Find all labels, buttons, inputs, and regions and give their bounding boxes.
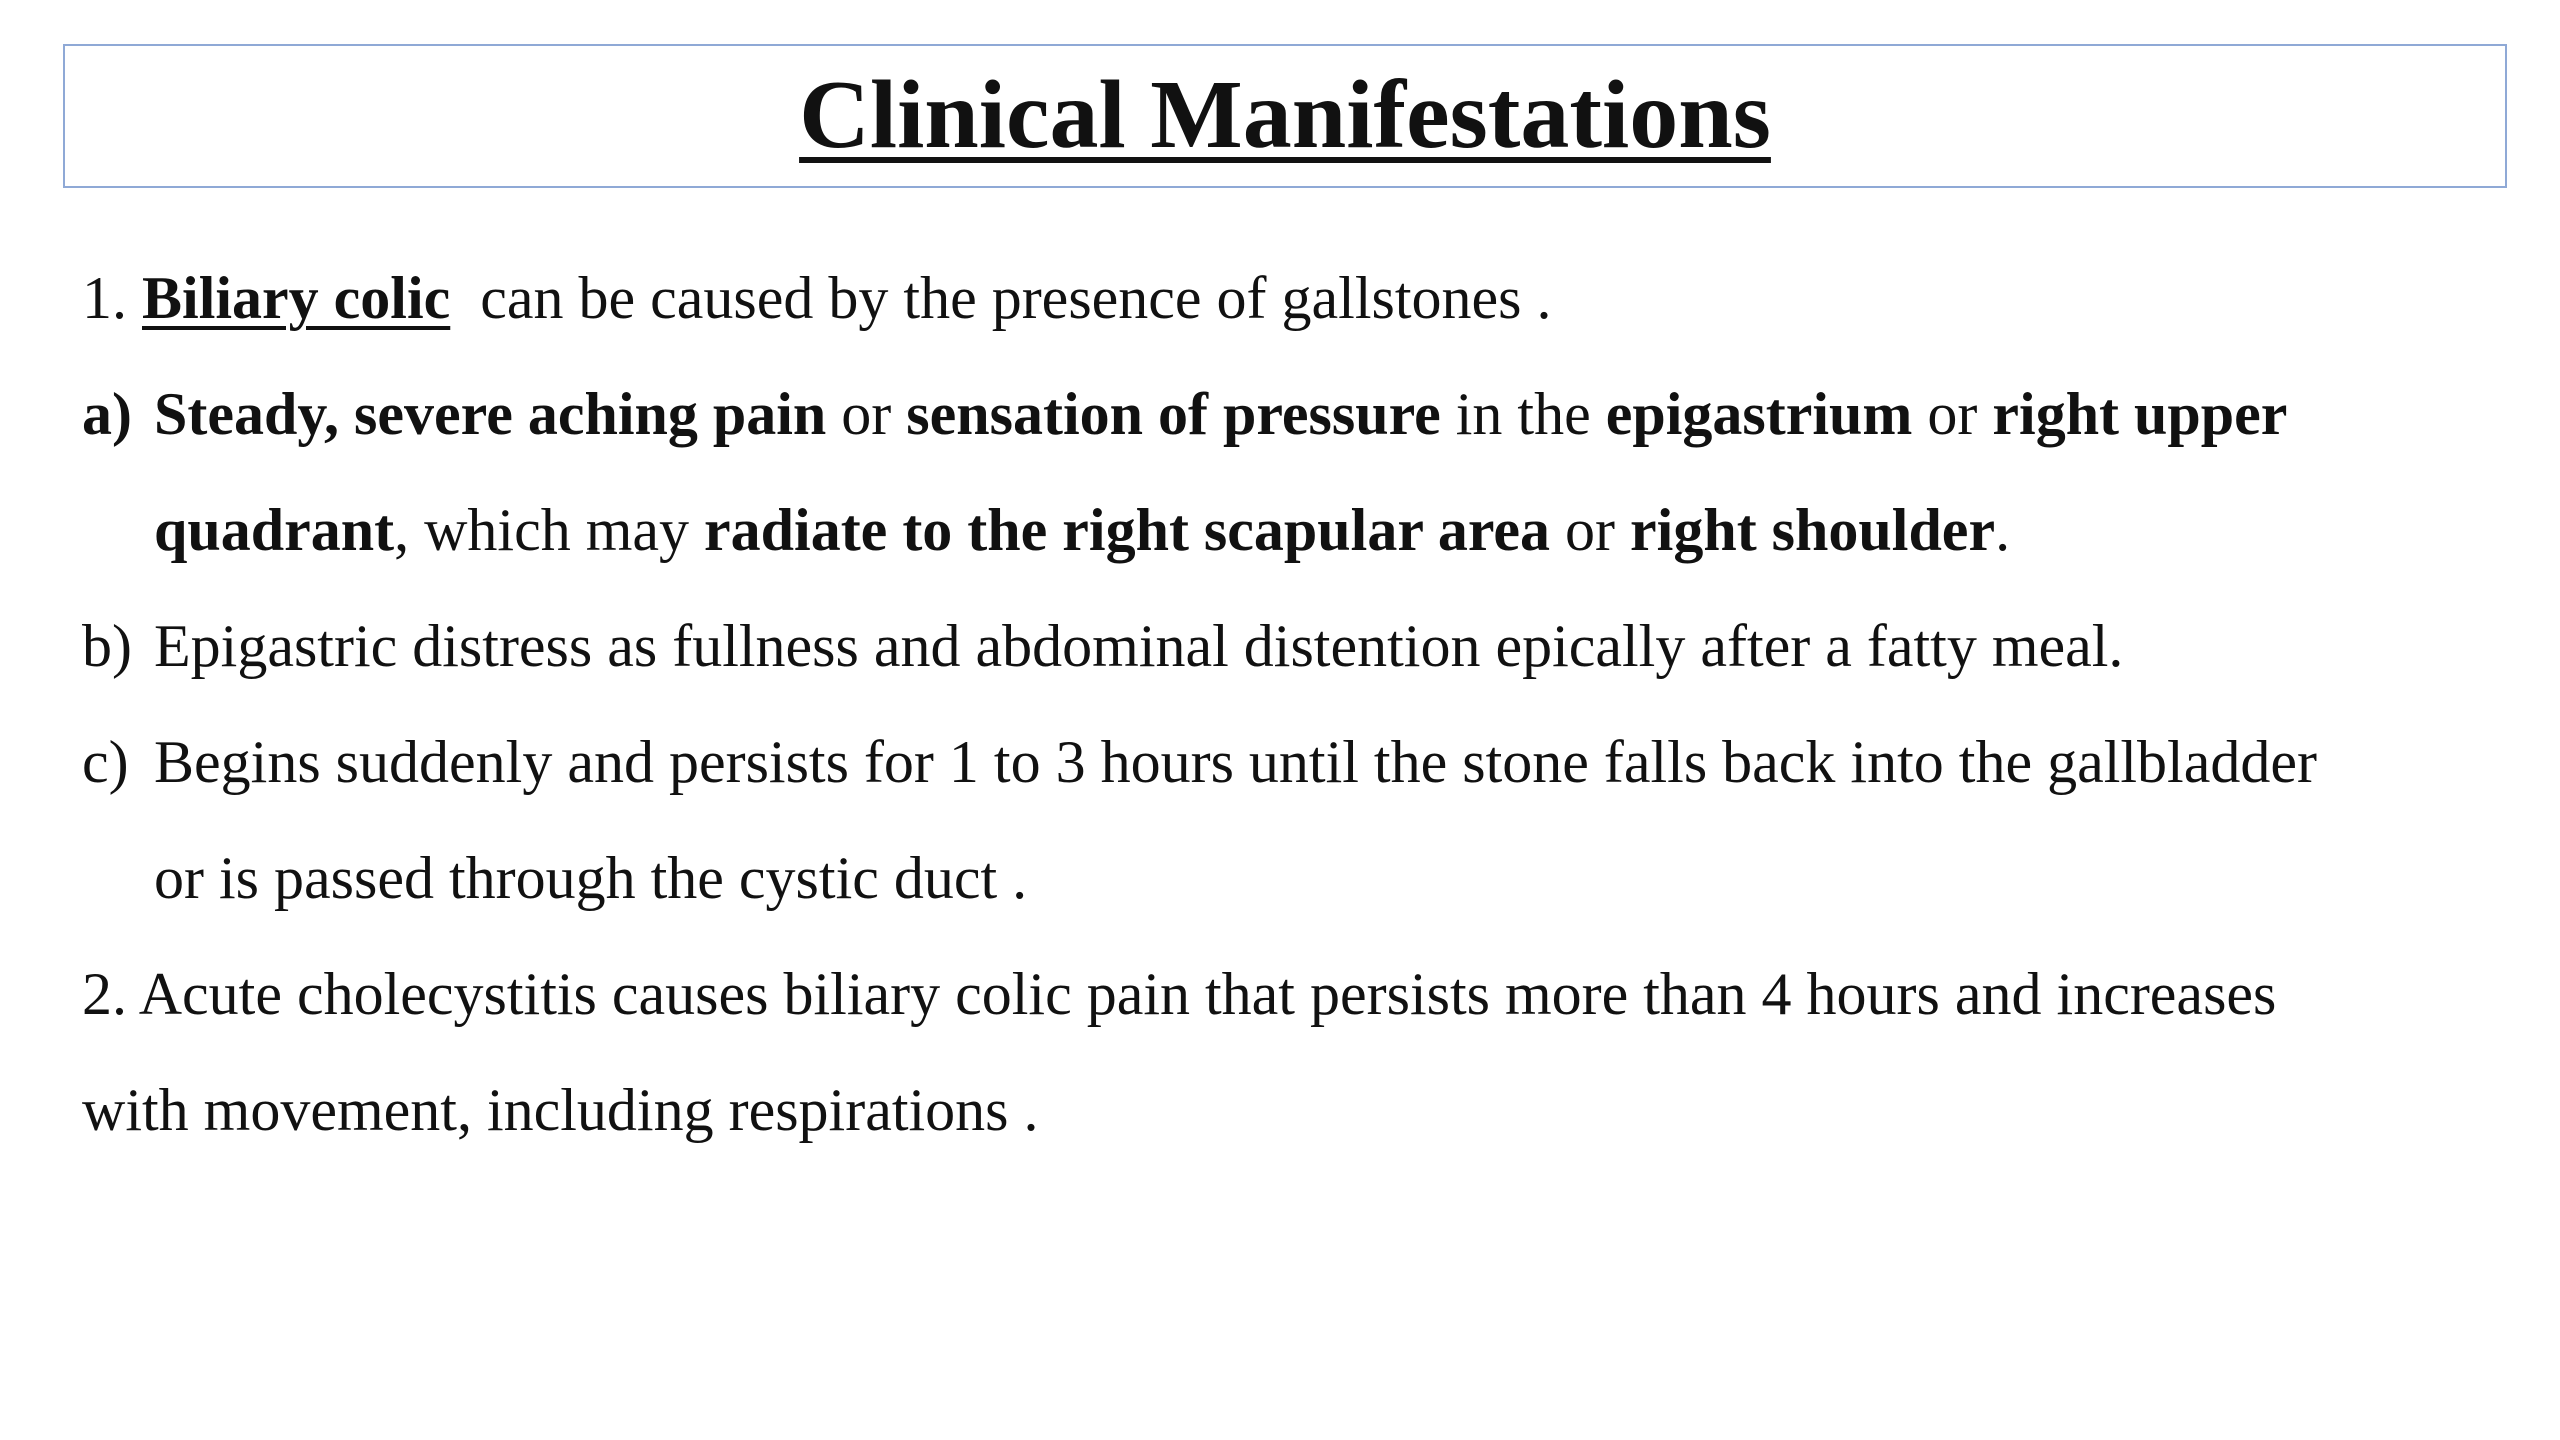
item-a-text-1: or: [826, 381, 907, 447]
item-a-bold-7: right shoulder: [1630, 497, 1996, 563]
item-c-marker: c): [82, 729, 129, 795]
item-c-text-2: or is passed through the cystic duct .: [154, 845, 1028, 911]
item-a-text-4: , which may: [394, 497, 705, 563]
item-c-line-2: [82, 820, 2502, 936]
item-a-text-5: or: [1550, 497, 1631, 563]
title-box: [63, 44, 2507, 188]
point-2-text-2: with movement, including respirations .: [82, 1077, 1039, 1143]
point-1-text: can be caused by the presence of gallstones .: [450, 265, 1552, 331]
item-a-marker: a): [82, 381, 132, 447]
item-a-bold-5: quadrant: [154, 497, 395, 563]
item-c-line-1: [82, 704, 2502, 820]
item-a-text-2: in the: [1440, 381, 1606, 447]
item-a-bold-4: right upper: [1992, 381, 2288, 447]
item-a-bold-3: epigastrium: [1605, 381, 1913, 447]
item-a-text-3: or: [1912, 381, 1993, 447]
item-a-line-2: [82, 472, 2502, 588]
item-a-text-6: .: [1995, 497, 2011, 563]
point-1-number: 1.: [82, 265, 142, 331]
point-1-term: Biliary colic: [142, 265, 451, 331]
item-a-bold-1: Steady, severe aching pain: [154, 381, 827, 447]
slide-title: Clinical Manifestations: [799, 61, 1771, 169]
slide-content: [82, 240, 2502, 1168]
item-a-bold-6: radiate to the right scapular area: [704, 497, 1551, 563]
item-a-line-1: [82, 356, 2502, 472]
item-b-marker: b): [82, 613, 132, 679]
point-1: [82, 240, 2502, 356]
point-2-line-2: [82, 1052, 2502, 1168]
item-b: [82, 588, 2502, 704]
item-b-text: Epigastric distress as fullness and abdominal distention epically after a fatty meal.: [154, 613, 2124, 679]
item-c-text-1: Begins suddenly and persists for 1 to 3 hours until the stone falls back into the gallbladder: [154, 729, 2317, 795]
point-2-line-1: [82, 936, 2502, 1052]
item-a-bold-2: sensation of pressure: [906, 381, 1441, 447]
point-2-text-1: 2. Acute cholecystitis causes biliary colic pain that persists more than 4 hours and increases: [82, 961, 2277, 1027]
